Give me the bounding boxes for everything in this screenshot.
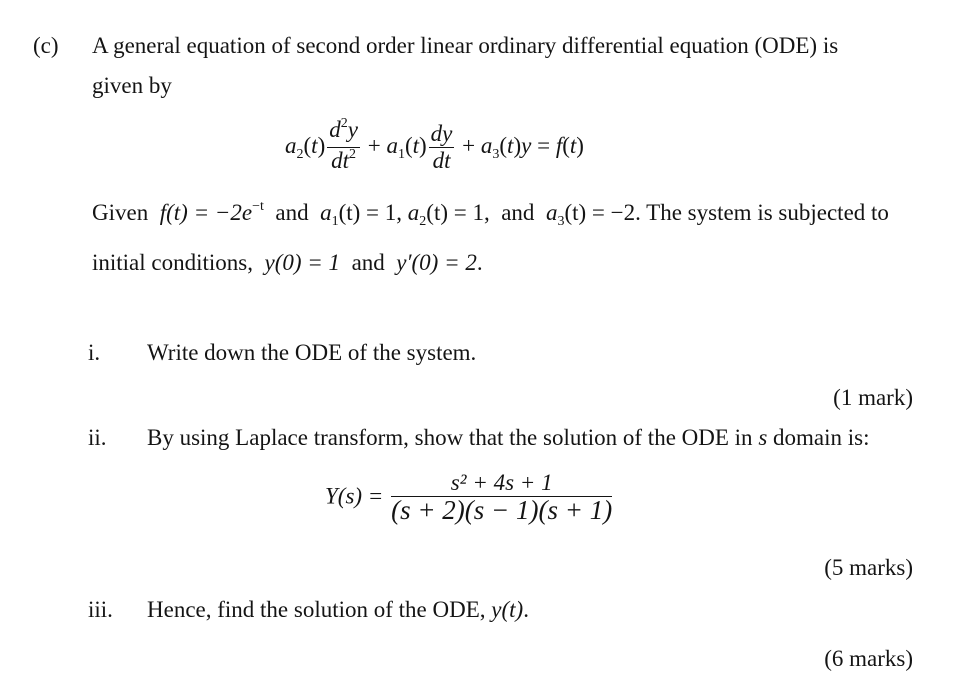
question-i-number: i.	[88, 340, 101, 365]
question-iii-text: Hence, find the solution of the ODE, y(t).	[147, 597, 529, 622]
question-i-text: Write down the ODE of the system.	[147, 340, 477, 365]
intro-line-1: A general equation of second order linear ordinary differential equation (ODE) is	[92, 33, 839, 58]
intro-line-2: given by	[92, 73, 172, 98]
question-i-marks: (1 mark)	[833, 385, 913, 410]
part-label: (c)	[33, 33, 59, 58]
question-ii-text: By using Laplace transform, show that the solution of the ODE in s domain is:	[147, 425, 870, 450]
question-iii-marks: (6 marks)	[824, 646, 913, 671]
general-ode-equation: $a_2(t)$ $\frac{d^2y}{dt^2}$ + $a_1(t)$ $\frac{dy}{dt}$ + $a_3(t)y = f(t)$	[285, 116, 584, 173]
given-line: Given $f(t) = -2e^{-t}$ and $a_1(t) = 1$, $a_2(t) = 1$, and $a_3(t) = -2$. The system is subjected to	[92, 199, 889, 229]
initial-conditions: initial conditions, y(0) = 1 and y′(0) = 2.	[92, 250, 483, 275]
question-ii-marks: (5 marks)	[824, 555, 913, 580]
question-iii-number: iii.	[88, 597, 113, 622]
laplace-solution: Y(s) = $\frac{\text{s² + 4s + 1}}{(s + 2)(s - 1)(s + 1)}$	[325, 470, 613, 525]
question-ii-number: ii.	[88, 425, 107, 450]
